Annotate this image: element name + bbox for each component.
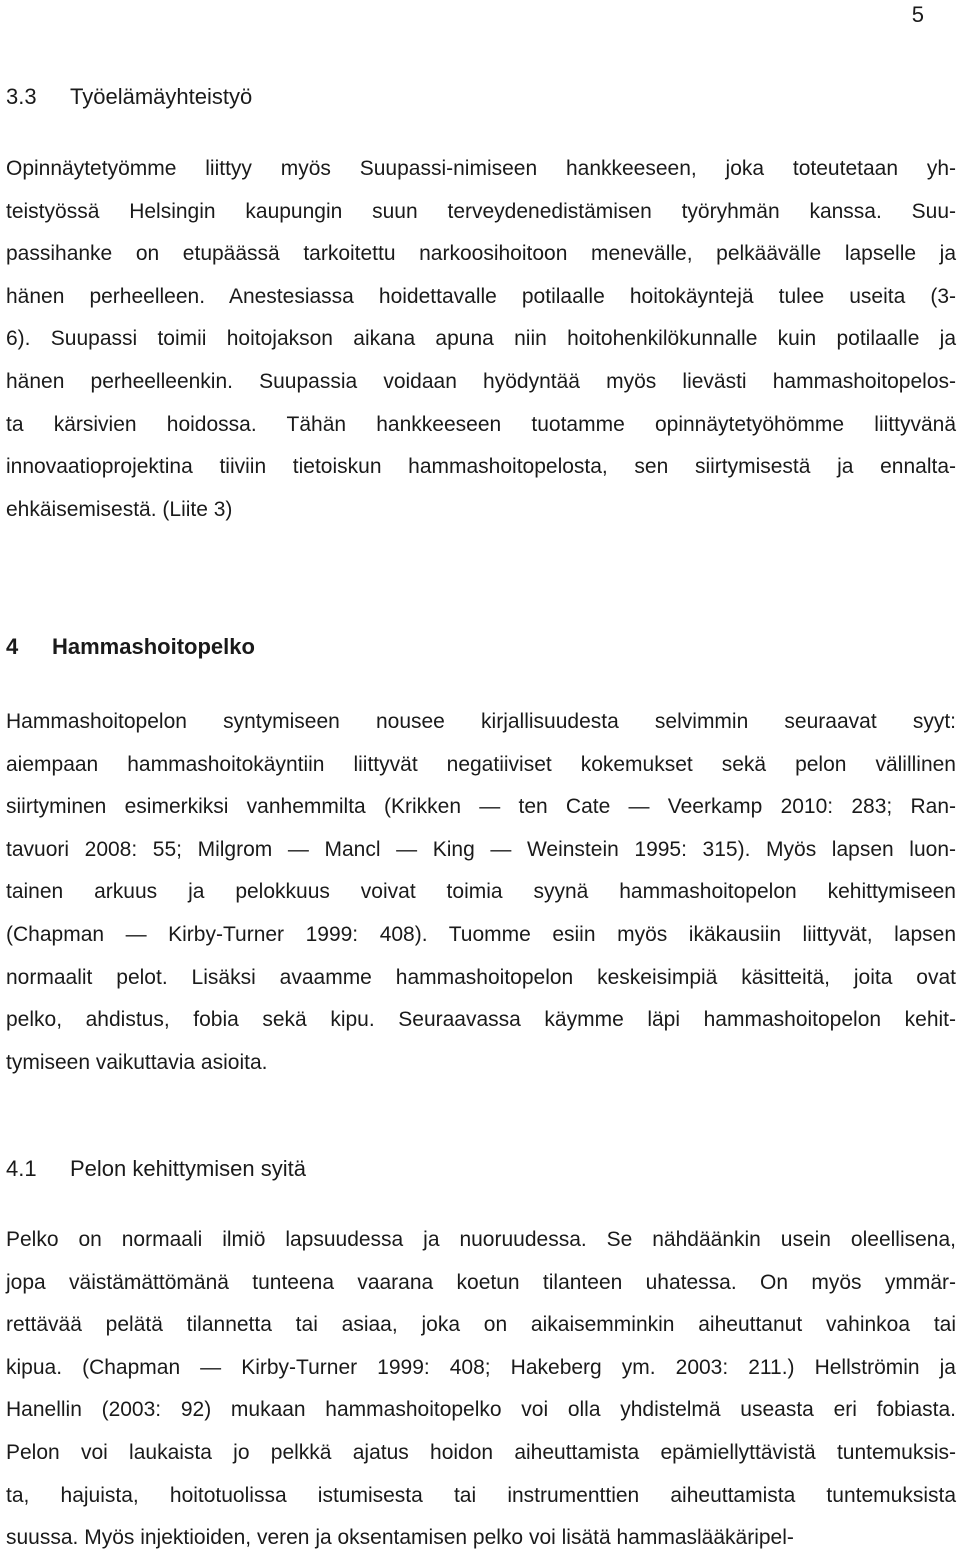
- text-line: ehkäisemisestä. (Liite 3): [6, 497, 233, 521]
- text-line: Hanellin (2003: 92) mukaan hammashoitopelko voi olla yhdistelmä useasta eri fobiasta.: [6, 1398, 956, 1422]
- section-heading-4: [6, 634, 255, 660]
- section-title: Työelämäyhteistyö: [70, 84, 253, 109]
- text-line: ta kärsivien hoidossa. Tähän hankkeeseen tuotamme opinnäytetyöhömme liittyvänä: [6, 412, 956, 436]
- section-title: Hammashoitopelko: [52, 634, 255, 659]
- section-title: Pelon kehittymisen syitä: [70, 1156, 306, 1181]
- text-line: teistyössä Helsingin kaupungin suun terveydenedistämisen työryhmän kanssa. Suu-: [6, 199, 956, 223]
- text-line: (Chapman — Kirby-Turner 1999: 408). Tuomme esiin myös ikäkausiin liittyvät, lapsen: [6, 922, 956, 946]
- text-line: aiempaan hammashoitokäyntiin liittyvät negatiiviset kokemukset sekä pelon välillinen: [6, 752, 956, 776]
- section-number: 3.3: [6, 84, 37, 109]
- text-line: Opinnäytetyömme liittyy myös Suupassi-nimiseen hankkeeseen, joka toteutetaan yh-: [6, 157, 956, 180]
- text-line: hänen perheelleen. Anestesiassa hoidettavalle potilaalle hoitokäyntejä tulee useita (3-: [6, 284, 956, 308]
- page-number: 5: [911, 2, 924, 27]
- text-line: tavuori 2008: 55; Milgrom — Mancl — King — Weinstein 1995: 315). Myös lapsen luon-: [6, 837, 956, 861]
- section-heading-3-3: [6, 84, 252, 110]
- text-line: passihanke on etupäässä tarkoitettu narkoosihoitoon menevälle, pelkäävälle lapselle ja: [6, 242, 956, 266]
- text-line: rettävää pelätä tilannetta tai asiaa, joka on aikaisemminkin aiheuttanut vahinkoa tai: [6, 1313, 956, 1337]
- section-paragraph: [6, 1219, 956, 1560]
- text-line: innovaatioprojektina tiiviin tietoiskun hammashoitopelosta, sen siirtymisestä ja ennalta-: [6, 455, 956, 479]
- text-line: kipua. (Chapman — Kirby-Turner 1999: 408; Hakeberg ym. 2003: 211.) Hellströmin ja: [6, 1355, 956, 1379]
- text-line: ta, hajuista, hoitotuolissa istumisesta tai instrumenttien aiheuttamista tuntemuksista: [6, 1483, 956, 1507]
- text-line: jopa väistämättömänä tunteena vaarana koetun tilanteen uhatessa. On myös ymmär-: [6, 1270, 956, 1294]
- text-line: hänen perheelleenkin. Suupassia voidaan hyödyntää myös lievästi hammashoitopelos-: [6, 369, 956, 393]
- text-line: siirtyminen esimerkiksi vanhemmilta (Krikken — ten Cate — Veerkamp 2010: 283; Ran-: [6, 795, 956, 819]
- section-number: 4: [6, 634, 19, 659]
- text-line: suussa. Myös injektioiden, veren ja oksentamisen pelko voi lisätä hammaslääkäripel-: [6, 1526, 794, 1550]
- text-line: normaalit pelot. Lisäksi avaamme hammashoitopelon keskeisimpiä käsitteitä, joita ovat: [6, 965, 956, 989]
- section-paragraph: [6, 701, 956, 1084]
- text-line: Pelko on normaali ilmiö lapsuudessa ja nuoruudessa. Se nähdäänkin usein oleellisena,: [6, 1228, 956, 1251]
- text-line: tainen arkuus ja pelokkuus voivat toimia syynä hammashoitopelon kehittymiseen: [6, 880, 956, 904]
- section-number: 4.1: [6, 1156, 37, 1181]
- section-heading-4-1: [6, 1156, 306, 1182]
- text-line: 6). Suupassi toimii hoitojakson aikana apuna niin hoitohenkilökunnalle kuin potilaalle ja: [6, 327, 956, 351]
- text-line: tymiseen vaikuttavia asioita.: [6, 1050, 268, 1074]
- text-line: Hammashoitopelon syntymiseen nousee kirjallisuudesta selvimmin seuraavat syyt:: [6, 710, 956, 733]
- text-line: Pelon voi laukaista jo pelkkä ajatus hoidon aiheuttamista epämiellyttävistä tuntemuksis-: [6, 1440, 956, 1464]
- section-paragraph: [6, 148, 956, 531]
- text-line: pelko, ahdistus, fobia sekä kipu. Seuraavassa käymme läpi hammashoitopelon kehit-: [6, 1008, 956, 1032]
